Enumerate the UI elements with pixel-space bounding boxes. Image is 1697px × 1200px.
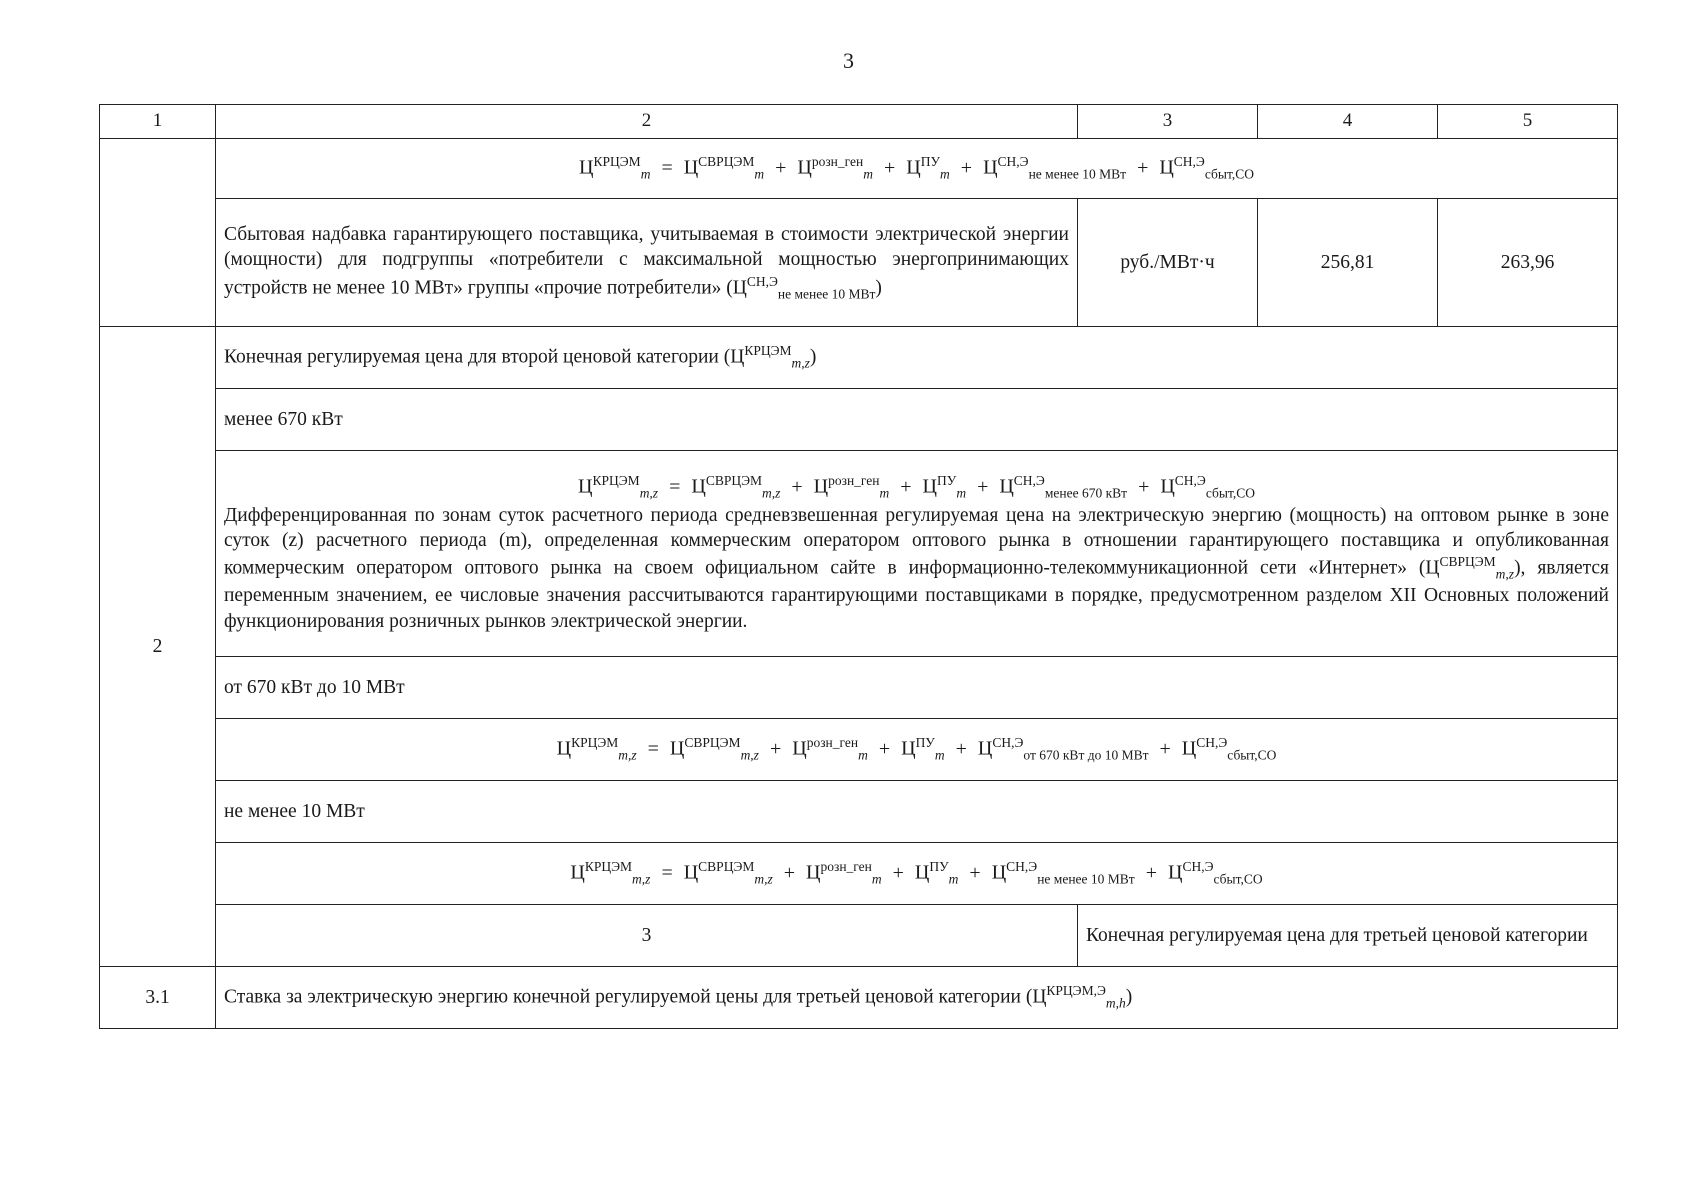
header-col-1: 1 <box>100 105 216 139</box>
table-row <box>100 450 1618 656</box>
value-cell-col5: 263,96 <box>1438 198 1618 326</box>
formula-first-category: $Ц^{КРЦЭМ}_m = Ц^{СВРЦЭМ}_m + Ц^{розн\_ген}_m + Ц^{ПУ}_m + Ц^{СН,Э}_{не менее 10 МВт} + Ц^{СН,Э}_{сбыт,СО}$ <box>216 138 1618 198</box>
subgroup-less-670: менее 670 кВт <box>216 388 1618 450</box>
unit-cell: руб./МВт·ч <box>1078 198 1258 326</box>
row-num-3: 3 <box>216 904 1078 966</box>
subgroup-670-to-10: от 670 кВт до 10 МВт <box>216 656 1618 718</box>
formula-670-to-10: $Ц^{КРЦЭМ}_{m,z} = Ц^{СВРЦЭМ}_{m,z} + Ц^{розн\_ген}_m + Ц^{ПУ}_m + Ц^{СН,Э}_{от 670 кВт до 10 МВт} + Ц^{СН,Э}_{сбыт,СО}$ <box>216 718 1618 780</box>
table-row <box>100 718 1618 780</box>
formula-less-670: $Ц^{КРЦЭМ}_{m,z} = Ц^{СВРЦЭМ}_{m,z} + Ц^{розн\_ген}_m + Ц^{ПУ}_m + Ц^{СН,Э}_{менее 670 кВт} + Ц^{СН,Э}_{сбыт,СО}$ <box>578 473 1255 502</box>
section-3-title: Конечная регулируемая цена для третьей ценовой категории <box>1078 904 1618 966</box>
table-header-row <box>100 105 1618 139</box>
subgroup-not-less-10: не менее 10 МВт <box>216 780 1618 842</box>
tariff-table <box>99 104 1618 1029</box>
markup-description: Сбытовая надбавка гарантирующего поставщика, учитываемая в стоимости электрической энергии (мощности) для подгруппы «потребители с максимальной мощностью энергопринимающих устройств не менее 10 МВт» группы «прочие потребители» $(Ц^{СН,Э}_{не менее 10 МВт})$ <box>216 198 1078 326</box>
section-3-1-title: Ставка за электрическую энергию конечной регулируемой цены для третьей ценовой категории $(Ц^{КРЦЭМ,Э}_{m,h})$ <box>216 966 1618 1028</box>
table-row <box>100 656 1618 718</box>
description-text: Дифференцированная по зонам суток расчетного периода средневзвешенная регулируемая цена на электрическую энергию (мощность) на оптовом рынке в зоне суток (z) расчетного периода (m), определенная коммерческим оператором оптового рынка в отношении гарантирующего поставщика и опубликованная коммерческим оператором оптового рынка на своем официальном сайте в информационно-телекоммуникационной сети «Интернет» $(Ц^{СВРЦЭМ}_{m,z})$, является переменным значением, ее числовые значения рассчитываются гарантирующими поставщиками в порядке, предусмотренном разделом XII Основных положений функционирования розничных рынков электрической энергии. <box>224 504 1609 632</box>
row-num-cell-empty <box>100 138 216 326</box>
table-row <box>100 780 1618 842</box>
table-row <box>100 842 1618 904</box>
formula-and-description <box>216 450 1618 656</box>
page-number: 3 <box>843 48 854 73</box>
row-num-2: 2 <box>100 326 216 966</box>
row-num-3-1: 3.1 <box>100 966 216 1028</box>
section-2-title: Конечная регулируемая цена для второй ценовой категории $(Ц^{КРЦЭМ}_{m,z})$ <box>216 326 1618 388</box>
header-col-4: 4 <box>1258 105 1438 139</box>
table-row <box>100 388 1618 450</box>
table-row <box>100 138 1618 198</box>
table-row <box>100 904 1618 966</box>
table-row <box>100 326 1618 388</box>
formula-not-less-10: $Ц^{КРЦЭМ}_{m,z} = Ц^{СВРЦЭМ}_{m,z} + Ц^{розн\_ген}_m + Ц^{ПУ}_m + Ц^{СН,Э}_{не менее 10 МВт} + Ц^{СН,Э}_{сбыт,СО}$ <box>216 842 1618 904</box>
value-cell-col4: 256,81 <box>1258 198 1438 326</box>
header-col-3: 3 <box>1078 105 1258 139</box>
table-row <box>100 966 1618 1028</box>
table-row <box>100 198 1618 326</box>
header-col-5: 5 <box>1438 105 1618 139</box>
header-col-2: 2 <box>216 105 1078 139</box>
